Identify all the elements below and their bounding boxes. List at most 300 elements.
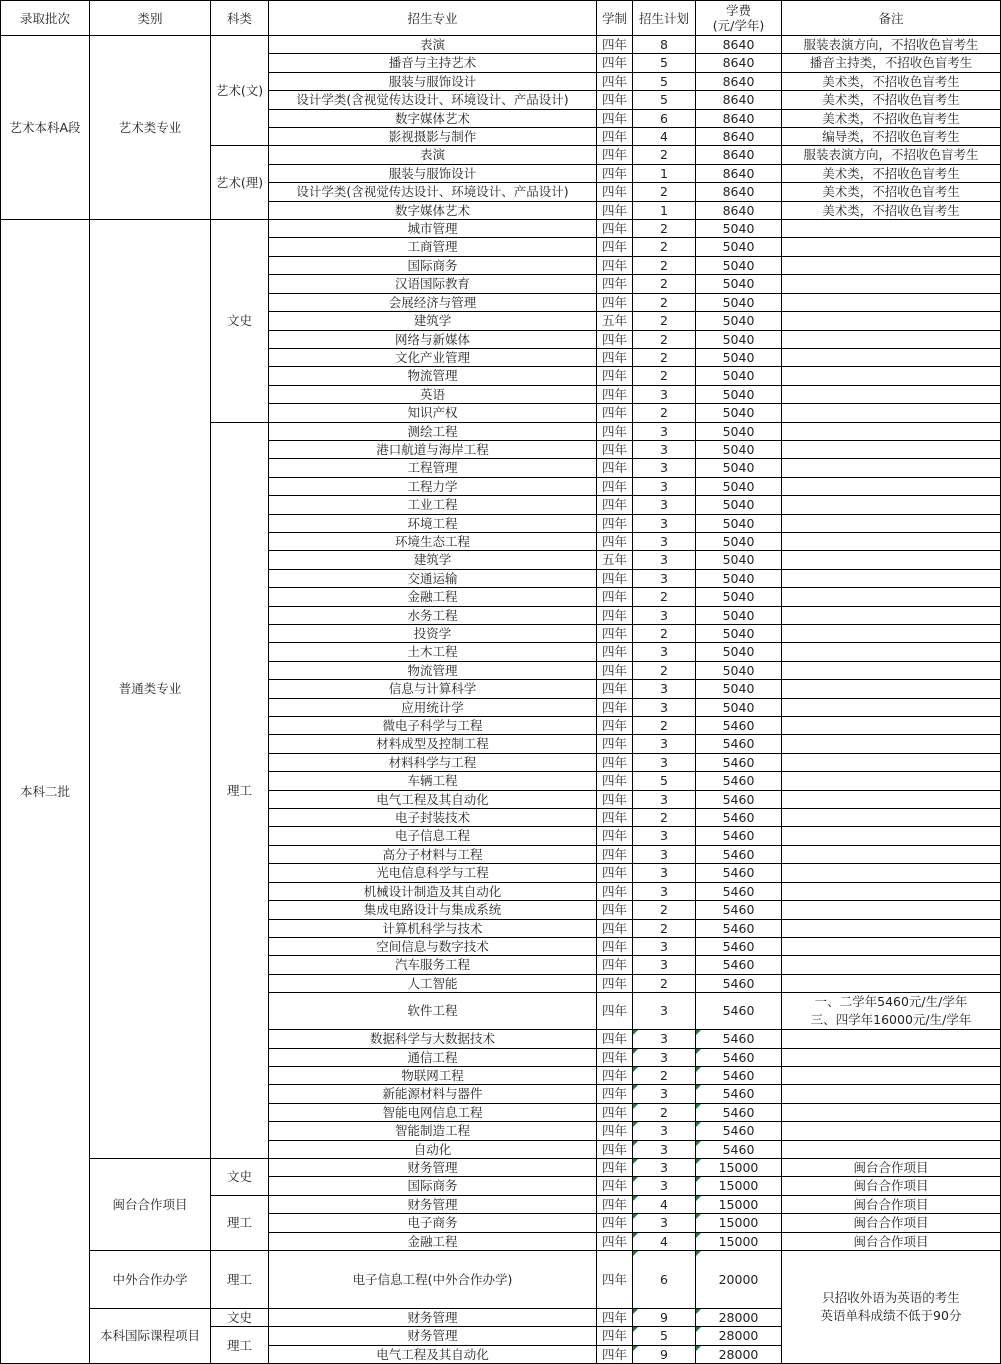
major-cell: 数字媒体艺术 (269, 109, 597, 127)
plan-cell: 9 (633, 1309, 696, 1327)
plan-cell: 3 (633, 1158, 696, 1176)
plan-cell: 3 (633, 790, 696, 808)
major-cell: 金融工程 (269, 1232, 597, 1250)
major-cell: 测绘工程 (269, 422, 597, 440)
plan-cell: 3 (633, 956, 696, 974)
major-cell: 数字媒体艺术 (269, 201, 597, 219)
header-fee (696, 1, 782, 36)
duration-cell: 四年 (597, 569, 633, 587)
fee-cell: 5460 (696, 827, 782, 845)
fee-cell: 5460 (696, 919, 782, 937)
subject-cell: 文史 (211, 220, 269, 422)
note-line: 只招收外语为英语的考生 (822, 1290, 960, 1306)
major-cell: 工程管理 (269, 459, 597, 477)
subject-cell: 理工 (211, 1195, 269, 1250)
note-cell: 播音主持类，不招收色盲考生 (782, 54, 1001, 72)
fee-cell: 5040 (696, 569, 782, 587)
plan-cell: 2 (633, 183, 696, 201)
header-fee-line1: 学费 (725, 3, 751, 18)
duration-cell: 四年 (597, 238, 633, 256)
major-cell: 电气工程及其自动化 (269, 790, 597, 808)
plan-cell: 3 (633, 532, 696, 550)
plan-cell: 3 (633, 680, 696, 698)
major-cell: 材料科学与工程 (269, 753, 597, 771)
fee-cell: 5460 (696, 1048, 782, 1066)
note-cell (782, 330, 1001, 348)
note-cell (782, 238, 1001, 256)
major-cell: 土木工程 (269, 643, 597, 661)
plan-cell: 1 (633, 164, 696, 182)
major-cell: 交通运输 (269, 569, 597, 587)
duration-cell: 四年 (597, 514, 633, 532)
category-cell: 艺术类专业 (90, 36, 211, 220)
category-cell: 闽台合作项目 (90, 1158, 211, 1250)
fee-cell: 5040 (696, 256, 782, 274)
major-cell: 服装与服饰设计 (269, 164, 597, 182)
note-cell: 美术类，不招收色盲考生 (782, 72, 1001, 90)
note-cell (782, 827, 1001, 845)
duration-cell: 四年 (597, 1048, 633, 1066)
duration-cell: 四年 (597, 496, 633, 514)
plan-cell: 3 (633, 753, 696, 771)
major-cell: 港口航道与海岸工程 (269, 440, 597, 458)
note-cell: 闽台合作项目 (782, 1158, 1001, 1176)
fee-cell: 5040 (696, 367, 782, 385)
note-cell (782, 367, 1001, 385)
plan-cell: 3 (633, 643, 696, 661)
duration-cell: 四年 (597, 882, 633, 900)
plan-cell: 6 (633, 1251, 696, 1309)
subject-cell: 文史 (211, 1158, 269, 1195)
fee-cell: 5040 (696, 643, 782, 661)
note-cell (782, 440, 1001, 458)
duration-cell: 四年 (597, 183, 633, 201)
category-cell: 普通类专业 (90, 220, 211, 1159)
fee-cell: 5040 (696, 330, 782, 348)
major-cell: 环境生态工程 (269, 532, 597, 550)
plan-cell: 2 (633, 220, 696, 238)
major-cell: 高分子材料与工程 (269, 845, 597, 863)
duration-cell: 四年 (597, 348, 633, 366)
note-cell (782, 275, 1001, 293)
major-cell: 材料成型及控制工程 (269, 735, 597, 753)
major-cell: 播音与主持艺术 (269, 54, 597, 72)
fee-cell: 5460 (696, 1140, 782, 1158)
note-line: 英语单科成绩不低于90分 (820, 1308, 962, 1324)
major-cell: 微电子科学与工程 (269, 717, 597, 735)
plan-cell: 3 (633, 440, 696, 458)
duration-cell: 四年 (597, 937, 633, 955)
duration-cell: 四年 (597, 367, 633, 385)
plan-cell: 3 (633, 735, 696, 753)
fee-cell: 5460 (696, 864, 782, 882)
note-cell (782, 404, 1001, 422)
plan-cell: 2 (633, 256, 696, 274)
fee-cell: 5040 (696, 440, 782, 458)
note-cell (782, 1140, 1001, 1158)
header-major: 招生专业 (269, 1, 597, 36)
foreign-note-cell (782, 1251, 1001, 1364)
fee-cell: 8640 (696, 54, 782, 72)
subject-cell: 文史 (211, 1309, 269, 1327)
plan-cell: 8 (633, 36, 696, 54)
note-cell (782, 974, 1001, 992)
fee-cell: 5460 (696, 901, 782, 919)
plan-cell: 3 (633, 422, 696, 440)
note-cell: 闽台合作项目 (782, 1232, 1001, 1250)
category-cell: 中外合作办学 (90, 1251, 211, 1309)
plan-cell: 2 (633, 238, 696, 256)
duration-cell: 五年 (597, 551, 633, 569)
plan-cell: 2 (633, 625, 696, 643)
major-cell: 建筑学 (269, 312, 597, 330)
fee-cell: 15000 (696, 1195, 782, 1213)
duration-cell: 四年 (597, 164, 633, 182)
duration-cell: 四年 (597, 459, 633, 477)
note-cell (782, 809, 1001, 827)
duration-cell: 四年 (597, 901, 633, 919)
major-cell: 建筑学 (269, 551, 597, 569)
fee-cell: 5460 (696, 809, 782, 827)
fee-cell: 5040 (696, 551, 782, 569)
duration-cell: 四年 (597, 956, 633, 974)
note-cell (782, 993, 1001, 1030)
duration-cell: 四年 (597, 827, 633, 845)
subject-cell: 理工 (211, 422, 269, 1158)
major-cell: 投资学 (269, 625, 597, 643)
fee-cell: 5040 (696, 404, 782, 422)
table-row (1, 1158, 1001, 1176)
fee-cell: 8640 (696, 91, 782, 109)
plan-cell: 1 (633, 201, 696, 219)
note-cell: 美术类，不招收色盲考生 (782, 109, 1001, 127)
major-cell: 自动化 (269, 1140, 597, 1158)
major-cell: 电子信息工程 (269, 827, 597, 845)
plan-cell: 4 (633, 1195, 696, 1213)
duration-cell: 四年 (597, 606, 633, 624)
duration-cell: 四年 (597, 256, 633, 274)
plan-cell: 3 (633, 1140, 696, 1158)
duration-cell: 四年 (597, 1195, 633, 1213)
plan-cell: 2 (633, 293, 696, 311)
note-cell (782, 1048, 1001, 1066)
fee-cell: 8640 (696, 36, 782, 54)
fee-cell: 15000 (696, 1177, 782, 1195)
fee-cell: 5460 (696, 753, 782, 771)
duration-cell: 四年 (597, 919, 633, 937)
note-cell (782, 901, 1001, 919)
major-cell: 物联网工程 (269, 1066, 597, 1084)
duration-cell: 四年 (597, 1214, 633, 1232)
fee-cell: 15000 (696, 1232, 782, 1250)
major-cell: 城市管理 (269, 220, 597, 238)
duration-cell: 四年 (597, 54, 633, 72)
duration-cell: 四年 (597, 36, 633, 54)
fee-cell: 5040 (696, 293, 782, 311)
major-cell: 人工智能 (269, 974, 597, 992)
major-cell: 应用统计学 (269, 698, 597, 716)
note-cell (782, 956, 1001, 974)
duration-cell: 四年 (597, 1327, 633, 1345)
note-cell: 编导类，不招收色盲考生 (782, 128, 1001, 146)
note-cell (782, 680, 1001, 698)
duration-cell: 四年 (597, 1030, 633, 1048)
note-cell (782, 606, 1001, 624)
plan-cell: 5 (633, 72, 696, 90)
duration-cell: 四年 (597, 1066, 633, 1084)
major-cell: 电子商务 (269, 1214, 597, 1232)
duration-cell: 四年 (597, 91, 633, 109)
note-cell: 闽台合作项目 (782, 1195, 1001, 1213)
major-cell: 智能制造工程 (269, 1122, 597, 1140)
major-cell: 服装与服饰设计 (269, 72, 597, 90)
fee-cell: 5040 (696, 625, 782, 643)
note-cell (782, 348, 1001, 366)
duration-cell: 四年 (597, 845, 633, 863)
major-cell: 汽车服务工程 (269, 956, 597, 974)
batch-cell: 本科二批 (1, 220, 90, 1364)
major-cell: 光电信息科学与工程 (269, 864, 597, 882)
note-cell (782, 643, 1001, 661)
note-cell (782, 864, 1001, 882)
major-cell: 网络与新媒体 (269, 330, 597, 348)
plan-cell: 4 (633, 1232, 696, 1250)
fee-cell: 28000 (696, 1327, 782, 1345)
major-cell: 物流管理 (269, 661, 597, 679)
note-cell (782, 845, 1001, 863)
header-plan: 招生计划 (633, 1, 696, 36)
fee-cell: 5040 (696, 514, 782, 532)
major-cell: 英语 (269, 385, 597, 403)
plan-cell: 2 (633, 330, 696, 348)
duration-cell: 四年 (597, 993, 633, 1030)
fee-cell: 5460 (696, 1122, 782, 1140)
major-cell: 表演 (269, 36, 597, 54)
plan-cell: 3 (633, 514, 696, 532)
fee-cell: 5460 (696, 974, 782, 992)
duration-cell: 四年 (597, 385, 633, 403)
major-cell: 集成电路设计与集成系统 (269, 901, 597, 919)
note-cell: 服装表演方向，不招收色盲考生 (782, 146, 1001, 164)
fee-cell: 5460 (696, 845, 782, 863)
duration-cell: 四年 (597, 440, 633, 458)
note-cell (782, 625, 1001, 643)
plan-cell: 2 (633, 312, 696, 330)
note-line: 三、四学年16000元/生/学年 (810, 1012, 972, 1028)
note-line: 一、二学年5460元/生/学年 (814, 994, 968, 1010)
note-cell (782, 312, 1001, 330)
fee-cell: 5040 (696, 680, 782, 698)
major-cell: 计算机科学与技术 (269, 919, 597, 937)
major-cell: 电子封装技术 (269, 809, 597, 827)
table-row (1, 1251, 1001, 1309)
duration-cell: 四年 (597, 809, 633, 827)
note-cell (782, 220, 1001, 238)
fee-cell: 5460 (696, 735, 782, 753)
major-cell: 国际商务 (269, 1177, 597, 1195)
fee-cell: 5460 (696, 1085, 782, 1103)
batch-cell: 艺术本科A段 (1, 36, 90, 220)
duration-cell: 四年 (597, 1158, 633, 1176)
major-cell: 会展经济与管理 (269, 293, 597, 311)
major-cell: 国际商务 (269, 256, 597, 274)
fee-cell: 28000 (696, 1345, 782, 1363)
note-cell (782, 588, 1001, 606)
note-cell (782, 256, 1001, 274)
fee-cell: 5040 (696, 275, 782, 293)
note-cell: 闽台合作项目 (782, 1177, 1001, 1195)
plan-cell: 3 (633, 551, 696, 569)
plan-cell: 2 (633, 717, 696, 735)
major-cell: 财务管理 (269, 1309, 597, 1327)
fee-cell: 5040 (696, 238, 782, 256)
category-cell: 本科国际课程项目 (90, 1309, 211, 1364)
table-body (1, 36, 1001, 1364)
duration-cell: 四年 (597, 532, 633, 550)
note-cell (782, 698, 1001, 716)
fee-cell: 5460 (696, 772, 782, 790)
duration-cell: 四年 (597, 1085, 633, 1103)
duration-cell: 四年 (597, 735, 633, 753)
major-cell: 新能源材料与器件 (269, 1085, 597, 1103)
major-cell: 工业工程 (269, 496, 597, 514)
fee-cell: 5040 (696, 606, 782, 624)
fee-cell: 8640 (696, 109, 782, 127)
major-cell: 财务管理 (269, 1327, 597, 1345)
plan-cell: 3 (633, 1048, 696, 1066)
major-cell: 工商管理 (269, 238, 597, 256)
plan-cell: 9 (633, 1345, 696, 1363)
major-cell: 水务工程 (269, 606, 597, 624)
fee-cell: 5040 (696, 459, 782, 477)
major-cell: 电气工程及其自动化 (269, 1345, 597, 1363)
plan-cell: 2 (633, 588, 696, 606)
plan-cell: 3 (633, 606, 696, 624)
table-row (1, 36, 1001, 54)
duration-cell: 四年 (597, 220, 633, 238)
major-cell: 工程力学 (269, 477, 597, 495)
duration-cell: 四年 (597, 477, 633, 495)
table-row (1, 220, 1001, 238)
plan-cell: 2 (633, 661, 696, 679)
fee-cell: 5040 (696, 698, 782, 716)
duration-cell: 四年 (597, 790, 633, 808)
plan-cell: 3 (633, 864, 696, 882)
duration-cell: 四年 (597, 72, 633, 90)
fee-cell: 5040 (696, 588, 782, 606)
major-cell: 通信工程 (269, 1048, 597, 1066)
fee-cell: 5040 (696, 385, 782, 403)
duration-cell: 四年 (597, 717, 633, 735)
major-cell: 数据科学与大数据技术 (269, 1030, 597, 1048)
note-cell (782, 496, 1001, 514)
plan-cell: 2 (633, 404, 696, 422)
note-cell (782, 532, 1001, 550)
header-batch: 录取批次 (1, 1, 90, 36)
duration-cell: 四年 (597, 330, 633, 348)
duration-cell: 四年 (597, 974, 633, 992)
duration-cell: 四年 (597, 643, 633, 661)
duration-cell: 四年 (597, 1251, 633, 1309)
major-cell: 信息与计算科学 (269, 680, 597, 698)
note-cell (782, 477, 1001, 495)
subject-cell: 艺术(文) (211, 36, 269, 146)
plan-cell: 2 (633, 919, 696, 937)
note-cell (782, 422, 1001, 440)
major-cell: 电子信息工程(中外合作办学) (269, 1251, 597, 1309)
duration-cell: 四年 (597, 753, 633, 771)
duration-cell: 四年 (597, 1177, 633, 1195)
duration-cell: 四年 (597, 1345, 633, 1363)
note-cell (782, 735, 1001, 753)
fee-cell: 5040 (696, 661, 782, 679)
note-cell (782, 1122, 1001, 1140)
fee-cell: 5040 (696, 312, 782, 330)
note-cell: 服装表演方向，不招收色盲考生 (782, 36, 1001, 54)
fee-cell: 8640 (696, 183, 782, 201)
header-note: 备注 (782, 1, 1001, 36)
major-cell: 物流管理 (269, 367, 597, 385)
plan-cell: 5 (633, 772, 696, 790)
major-cell: 财务管理 (269, 1195, 597, 1213)
note-cell (782, 1030, 1001, 1048)
fee-cell: 5460 (696, 993, 782, 1030)
duration-cell: 四年 (597, 661, 633, 679)
plan-cell: 2 (633, 974, 696, 992)
duration-cell: 四年 (597, 588, 633, 606)
fee-cell: 20000 (696, 1251, 782, 1309)
plan-cell: 2 (633, 1066, 696, 1084)
fee-cell: 5040 (696, 220, 782, 238)
duration-cell: 四年 (597, 146, 633, 164)
duration-cell: 四年 (597, 625, 633, 643)
subject-cell: 理工 (211, 1251, 269, 1309)
major-cell: 金融工程 (269, 588, 597, 606)
plan-cell: 3 (633, 1030, 696, 1048)
major-cell: 车辆工程 (269, 772, 597, 790)
fee-cell: 5460 (696, 1066, 782, 1084)
plan-cell: 2 (633, 809, 696, 827)
plan-cell: 2 (633, 348, 696, 366)
duration-cell: 四年 (597, 1103, 633, 1121)
fee-cell: 5040 (696, 496, 782, 514)
duration-cell: 五年 (597, 312, 633, 330)
major-cell: 环境工程 (269, 514, 597, 532)
header-row (1, 1, 1001, 36)
note-cell: 美术类，不招收色盲考生 (782, 201, 1001, 219)
major-cell: 文化产业管理 (269, 348, 597, 366)
plan-cell: 5 (633, 91, 696, 109)
major-cell: 机械设计制造及其自动化 (269, 882, 597, 900)
note-cell (782, 1066, 1001, 1084)
duration-cell: 四年 (597, 1122, 633, 1140)
plan-cell: 3 (633, 993, 696, 1030)
note-cell (782, 293, 1001, 311)
fee-cell: 5460 (696, 790, 782, 808)
major-cell: 设计学类(含视觉传达设计、环境设计、产品设计) (269, 183, 597, 201)
note-cell: 美术类，不招收色盲考生 (782, 91, 1001, 109)
duration-cell: 四年 (597, 109, 633, 127)
header-category: 类别 (90, 1, 211, 36)
plan-cell: 2 (633, 146, 696, 164)
plan-cell: 3 (633, 477, 696, 495)
fee-cell: 28000 (696, 1309, 782, 1327)
duration-cell: 四年 (597, 201, 633, 219)
plan-cell: 3 (633, 569, 696, 587)
fee-cell: 8640 (696, 164, 782, 182)
note-cell (782, 937, 1001, 955)
fee-cell: 5040 (696, 422, 782, 440)
